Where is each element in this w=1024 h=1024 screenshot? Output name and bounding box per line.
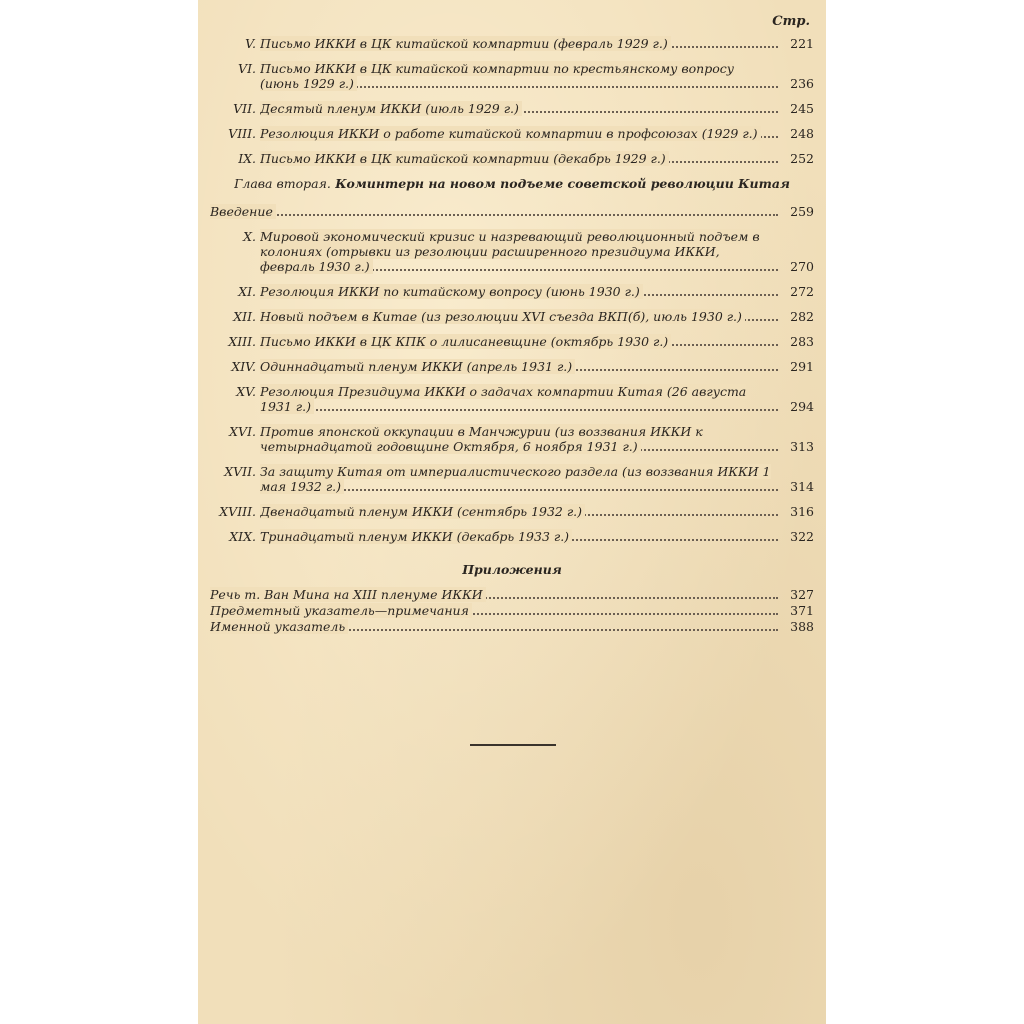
entry-title: Речь т. Ван Мина на XIII пленуме ИККИ <box>210 587 486 602</box>
entry-title: Тринадцатый пленум ИККИ (декабрь 1933 г.) <box>260 529 572 544</box>
entry-title: Письмо ИККИ в ЦК китайской компартии (декабрь 1929 г.) <box>260 151 669 166</box>
toc-entry <box>210 504 814 519</box>
entry-number: XVII. <box>224 464 256 479</box>
entry-title: Одиннадцатый пленум ИККИ (апрель 1931 г.) <box>260 359 575 374</box>
entry-number: X. <box>243 229 256 244</box>
entry-title: Введение <box>210 204 276 219</box>
toc-entry <box>210 229 814 274</box>
entry-page: 371 <box>790 603 814 618</box>
entry-number: VIII. <box>228 126 256 141</box>
toc-entry <box>210 61 814 91</box>
entry-title: Предметный указатель—примечания <box>210 603 472 618</box>
toc-entry <box>210 529 814 544</box>
toc-entry <box>210 334 814 349</box>
entry-number: IX. <box>238 151 256 166</box>
entry-title: За защиту Китая от империалистического раздела (из воззвания ИККИ 1 мая 1932 г.) <box>260 464 771 494</box>
entry-number: V. <box>245 36 256 51</box>
entry-number: XIX. <box>229 529 256 544</box>
entry-title: Мировой экономический кризис и назревающий революционный подъем в колониях (отрывки из резолюции расширенного президиума ИККИ, февраль 1930 г.) <box>260 229 760 274</box>
toc-entry <box>210 284 814 299</box>
entry-title: Письмо ИККИ в ЦК китайской компартии по крестьянскому вопросу (июнь 1929 г.) <box>260 61 735 91</box>
entry-page: 388 <box>790 619 814 634</box>
entry-page: 322 <box>790 529 814 544</box>
toc-entry <box>210 464 814 494</box>
chapter-title: Коминтерн на новом подъеме советской революции Китая <box>335 176 790 191</box>
entry-page: 294 <box>790 399 814 414</box>
entry-page: 313 <box>790 439 814 454</box>
toc-entry <box>210 36 814 51</box>
entry-number: XI. <box>238 284 256 299</box>
entry-number: VI. <box>238 61 256 76</box>
toc-entry-appendix <box>210 587 814 602</box>
toc-entry <box>210 309 814 324</box>
entry-number: XII. <box>233 309 256 324</box>
entry-number: XIV. <box>231 359 256 374</box>
entry-number: XIII. <box>228 334 256 349</box>
entry-page: 270 <box>790 259 814 274</box>
chapter-heading <box>210 176 814 192</box>
entry-page: 283 <box>790 334 814 349</box>
entry-title: Письмо ИККИ в ЦК китайской компартии (февраль 1929 г.) <box>260 36 671 51</box>
entry-page: 252 <box>790 151 814 166</box>
entry-title: Резолюция ИККИ о работе китайской компартии в профсоюзах (1929 г.) <box>260 126 761 141</box>
toc-entry <box>210 151 814 166</box>
end-rule <box>470 744 556 746</box>
toc-entry <box>210 126 814 141</box>
page-column-label: Стр. <box>772 14 810 29</box>
toc-entry <box>210 101 814 116</box>
entry-title: Новый подъем в Китае (из резолюции XVI съезда ВКП(б), июль 1930 г.) <box>260 309 745 324</box>
toc-entry-appendix <box>210 619 814 634</box>
entry-title: Именной указатель <box>210 619 348 634</box>
book-page <box>198 0 826 1024</box>
entry-page: 236 <box>790 76 814 91</box>
entry-page: 245 <box>790 101 814 116</box>
toc-entry <box>210 424 814 454</box>
chapter-lead: Глава вторая. <box>234 176 331 191</box>
table-of-contents <box>210 14 814 635</box>
entry-title: Резолюция ИККИ по китайскому вопросу (июнь 1930 г.) <box>260 284 643 299</box>
toc-entry-appendix <box>210 603 814 618</box>
entry-number: XVI. <box>229 424 256 439</box>
toc-entry <box>210 359 814 374</box>
entry-page: 272 <box>790 284 814 299</box>
appendix-heading: Приложения <box>462 562 562 577</box>
entry-title: Письмо ИККИ в ЦК КПК о лилисаневщине (октябрь 1930 г.) <box>260 334 671 349</box>
entry-title: Против японской оккупации в Манчжурии (из воззвания ИККИ к четырнадцатой годовщине Октября, 6 ноября 1931 г.) <box>260 424 703 454</box>
entry-page: 327 <box>790 587 814 602</box>
entry-page: 316 <box>790 504 814 519</box>
entry-number: XVIII. <box>219 504 256 519</box>
entry-page: 259 <box>790 204 814 219</box>
toc-entry <box>210 384 814 414</box>
entry-title: Резолюция Президиума ИККИ о задачах компартии Китая (26 августа 1931 г.) <box>260 384 747 414</box>
entry-page: 248 <box>790 126 814 141</box>
entry-title: Двенадцатый пленум ИККИ (сентябрь 1932 г.) <box>260 504 585 519</box>
entry-page: 282 <box>790 309 814 324</box>
entry-number: VII. <box>233 101 256 116</box>
entry-number: XV. <box>236 384 256 399</box>
entry-page: 314 <box>790 479 814 494</box>
entry-title: Десятый пленум ИККИ (июль 1929 г.) <box>260 101 522 116</box>
entry-page: 291 <box>790 359 814 374</box>
toc-entry-intro <box>210 204 814 219</box>
entry-page: 221 <box>790 36 814 51</box>
